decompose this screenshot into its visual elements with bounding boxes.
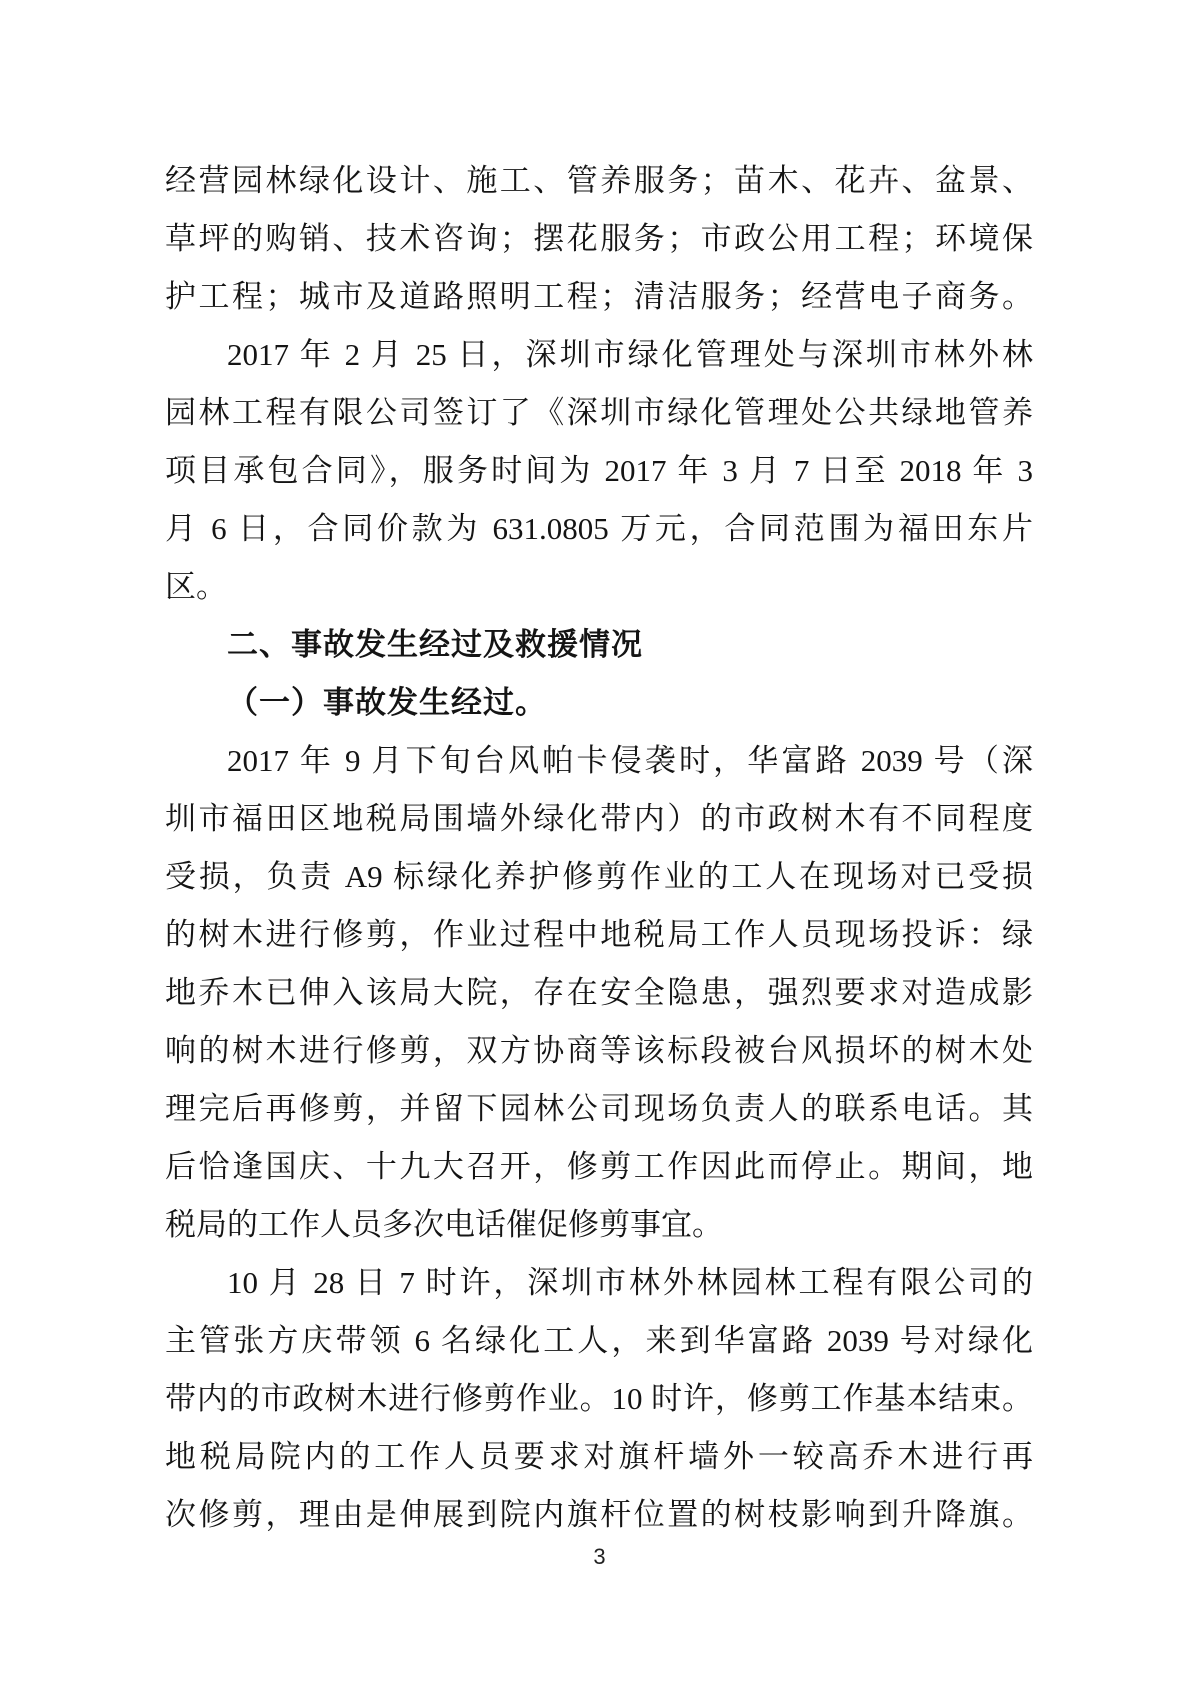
text-line: 主管张方庆带领 6 名绿化工人，来到华富路 2039 号对绿化 <box>165 1323 1033 1358</box>
section-heading: 二、事故发生经过及救援情况 <box>227 627 643 662</box>
text-line: 2017 年 2 月 25 日，深圳市绿化管理处与深圳市林外林 <box>227 337 1033 372</box>
document-body <box>165 152 1033 1544</box>
subsection-heading: （一）事故发生经过。 <box>227 685 547 720</box>
text-line: 地乔木已伸入该局大院，存在安全隐患，强烈要求对造成影 <box>165 975 1033 1010</box>
text-line: 项目承包合同》，服务时间为 2017 年 3 月 7 日至 2018 年 3 <box>165 453 1033 488</box>
text-line: 2017 年 9 月下旬台风帕卡侵袭时，华富路 2039 号（深 <box>227 743 1033 778</box>
text-line: 理完后再修剪，并留下园林公司现场负责人的联系电话。其 <box>165 1091 1033 1126</box>
text-line: 的树木进行修剪，作业过程中地税局工作人员现场投诉：绿 <box>165 917 1033 952</box>
text-line: 护工程；城市及道路照明工程；清洁服务；经营电子商务。 <box>165 279 1033 314</box>
text-line: 受损，负责 A9 标绿化养护修剪作业的工人在现场对已受损 <box>165 859 1033 894</box>
text-line: 带内的市政树木进行修剪作业。10 时许，修剪工作基本结束。 <box>165 1381 1033 1416</box>
text-line: 税局的工作人员多次电话催促修剪事宜。 <box>165 1207 723 1242</box>
text-line: 地税局院内的工作人员要求对旗杆墙外一较高乔木进行再 <box>165 1439 1033 1474</box>
text-line: 10 月 28 日 7 时许，深圳市林外林园林工程有限公司的 <box>227 1265 1033 1300</box>
text-line: 园林工程有限公司签订了《深圳市绿化管理处公共绿地管养 <box>165 395 1033 430</box>
text-line: 草坪的购销、技术咨询；摆花服务；市政公用工程；环境保 <box>165 221 1033 256</box>
text-line: 区。 <box>165 569 227 604</box>
text-line: 次修剪，理由是伸展到院内旗杆位置的树枝影响到升降旗。 <box>165 1497 1033 1532</box>
text-line: 响的树木进行修剪，双方协商等该标段被台风损坏的树木处 <box>165 1033 1033 1068</box>
page-number: 3 <box>593 1544 606 1569</box>
text-line: 经营园林绿化设计、施工、管养服务；苗木、花卉、盆景、 <box>165 163 1033 198</box>
text-line: 后恰逢国庆、十九大召开，修剪工作因此而停止。期间，地 <box>165 1149 1033 1184</box>
text-line: 圳市福田区地税局围墙外绿化带内）的市政树木有不同程度 <box>165 801 1033 836</box>
text-line: 月 6 日，合同价款为 631.0805 万元，合同范围为福田东片 <box>165 511 1033 546</box>
